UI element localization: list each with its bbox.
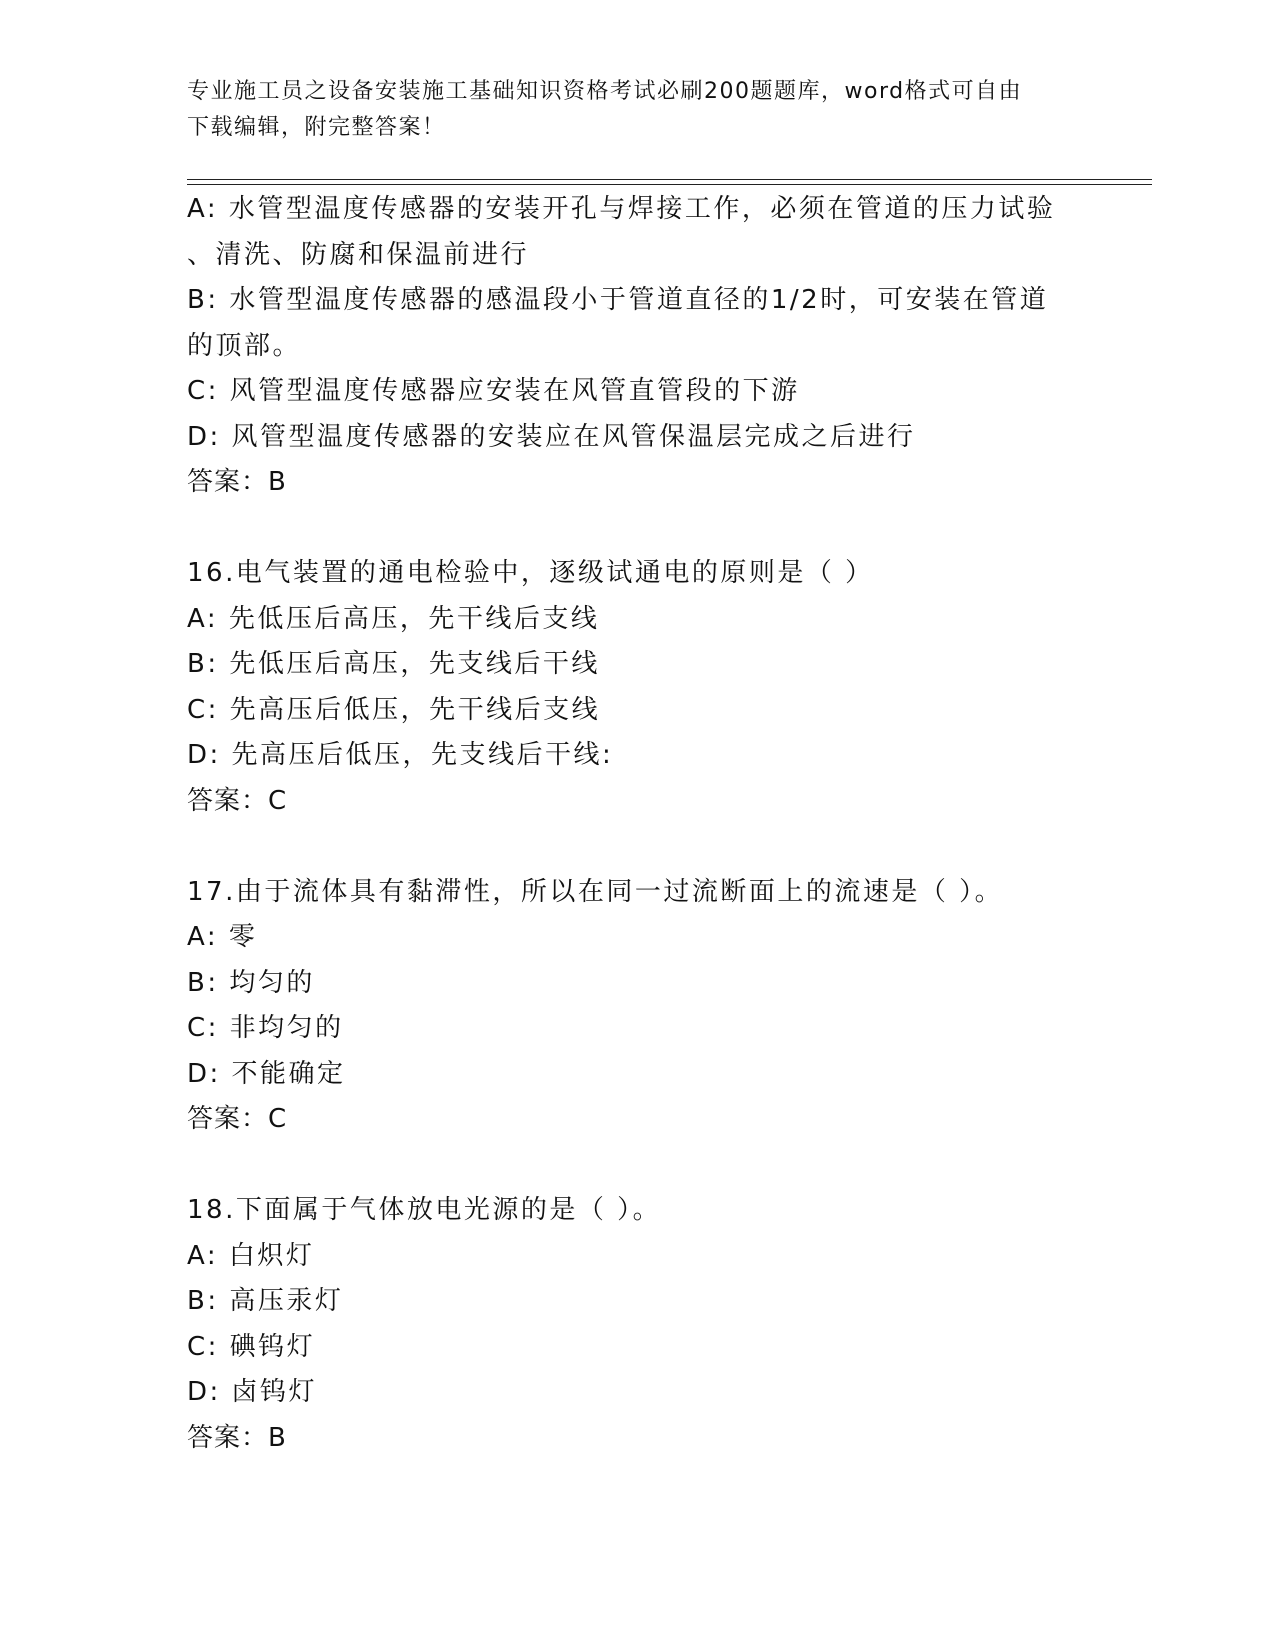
option-b: B: 高压汞灯 [187,1286,344,1316]
option-a: A: 白炽灯 [187,1240,315,1271]
option-c: C: 碘钨灯 [187,1331,316,1362]
option-d: D: 卤钨灯 [187,1377,318,1407]
header-divider-top [187,179,1152,180]
option-a-line-2: 、清洗、防腐和保温前进行 [187,239,530,270]
spacer [187,1143,1137,1189]
question-list [187,187,1137,1461]
option-b: B: 均匀的 [187,967,315,998]
answer: 答案：C [187,785,288,816]
option-a: A: 零 [187,922,258,952]
spacer [187,506,1137,552]
answer: 答案：B [187,467,287,497]
option-b: B: 先低压后高压，先支线后干线 [187,649,600,679]
option-d: D: 风管型温度传感器的安装应在风管保温层完成之后进行 [187,421,916,452]
question-stem: 17.由于流体具有黏滞性，所以在同一过流断面上的流速是（ ）。 [187,876,1004,907]
question-18 [187,1188,1137,1461]
header-line-1: 专业施工员之设备安装施工基础知识资格考试必刷200题题库，word格式可自由 [187,79,1023,104]
option-c: C: 非均匀的 [187,1013,344,1043]
answer: 答案：C [187,1104,288,1134]
option-b-line-2: 的顶部。 [187,330,302,361]
spacer [187,824,1137,870]
option-c: C: 风管型温度传感器应安装在风管直管段的下游 [187,376,800,406]
question-17 [187,870,1137,1143]
option-d: D: 不能确定 [187,1058,346,1089]
document-header [187,74,1087,146]
option-a: A: 先低压后高压，先干线后支线 [187,603,600,634]
question-16 [187,551,1137,824]
header-line-2: 下载编辑，附完整答案！ [187,115,446,140]
option-a-line-1: A: 水管型温度传感器的安装开孔与焊接工作，必须在管道的压力试验 [187,194,1056,224]
question-stem: 16.电气装置的通电检验中，逐级试通电的原则是（ ） [187,558,874,588]
question-stem: 18.下面属于气体放电光源的是（ ）。 [187,1195,662,1225]
answer: 答案：B [187,1422,287,1453]
question-15 [187,187,1137,506]
header-divider-bottom [187,184,1152,185]
option-d: D: 先高压后低压，先支线后干线: [187,740,614,770]
option-b-line-1: B: 水管型温度传感器的感温段小于管道直径的1/2时，可安装在管道 [187,285,1049,315]
option-c: C: 先高压后低压，先干线后支线 [187,694,601,725]
